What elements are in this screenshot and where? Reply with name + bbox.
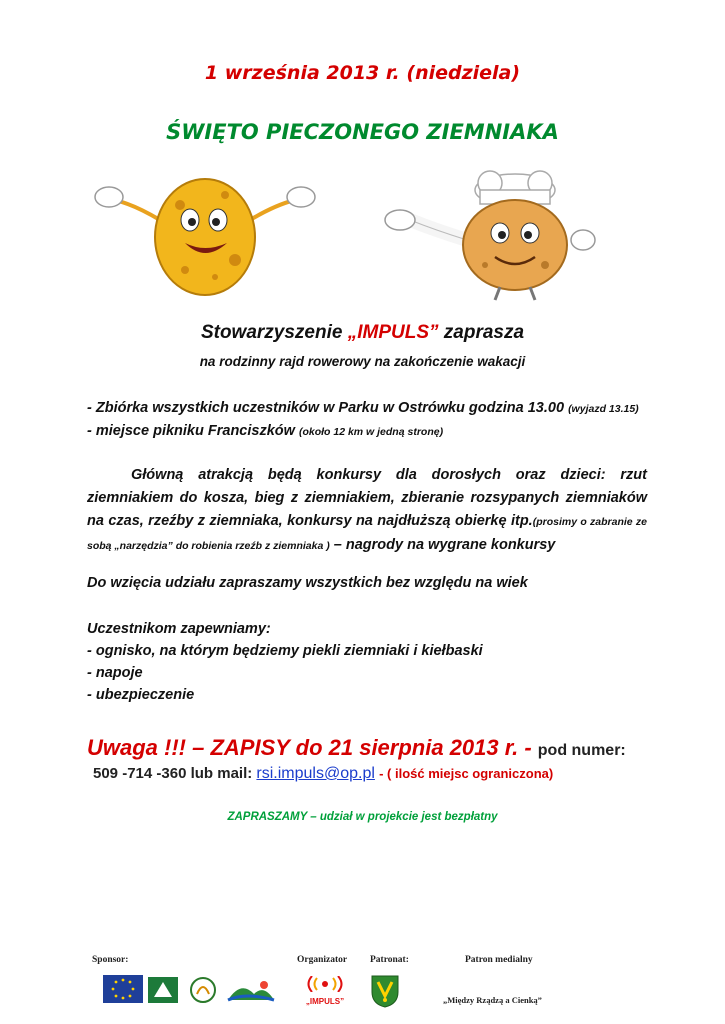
- provided-heading: Uczestnikom zapewniamy:: [87, 621, 271, 637]
- chef-potato-illustration: [355, 165, 605, 305]
- tools-note: (prosimy o zabranie ze sobą „narzędzia” do robienia rzeźb z ziemniaka ): [87, 516, 647, 552]
- distance-note: (około 12 km w jedną stronę): [298, 426, 444, 438]
- provided-item: - napoje: [87, 665, 143, 681]
- event-subtitle: na rodzinny rajd rowerowy na zakończenie wakacji: [199, 354, 526, 369]
- phone-label: pod numer:: [537, 742, 626, 759]
- coat-of-arms-logo: [370, 974, 400, 1008]
- regional-logo: [226, 978, 276, 1004]
- attraction-text: Główną atrakcją będą konkursy dla dorosłych oraz dzieci: rzut ziemniakiem do kosza, bieg z ziemniakiem, zbieranie rozsypanych ziemniaków na czas, rzeźby z ziemniaka, konkursy na najdłuższą obierkę itp.: [87, 467, 647, 529]
- contact-line: [93, 765, 553, 783]
- lgd-logo: [188, 976, 218, 1004]
- org-name: „IMPULS”: [347, 322, 439, 343]
- event-date: 1 września 2013 r. (niedziela): [204, 62, 521, 84]
- impuls-logo-text: „IMPULS”: [305, 997, 345, 1006]
- organizer-label: Organizator: [297, 955, 348, 965]
- prizes-text: – nagrody na wygrane konkursy: [329, 537, 556, 553]
- org-prefix: Stowarzyszenie: [200, 322, 343, 343]
- patron-label: Patronat:: [370, 955, 409, 965]
- provided-item: - ubezpieczenie: [87, 687, 195, 703]
- meeting-point-line: [87, 400, 639, 416]
- happy-potato-illustration: [85, 165, 325, 305]
- attraction-paragraph: [87, 464, 647, 558]
- phone-number: 509 -714 -360 lub mail:: [93, 765, 253, 782]
- email-link[interactable]: rsi.impuls@op.pl: [256, 765, 375, 782]
- limited-places-note: - ( ilość miejsc ograniczona): [379, 766, 554, 781]
- impuls-logo: [302, 976, 348, 1006]
- invite-all-text: Do wzięcia udziału zapraszamy wszystkich bez względu na wiek: [87, 575, 528, 591]
- eu-flag-logo: [103, 975, 143, 1003]
- registration-notice: [87, 735, 626, 761]
- departure-time-note: (wyjazd 13.15): [568, 403, 639, 415]
- provided-item: - ognisko, na którym będziemy piekli ziemniaki i kiełbaski: [87, 643, 483, 659]
- event-title: ŚWIĘTO PIECZONEGO ZIEMNIAKA: [166, 120, 559, 144]
- picnic-place-text: - miejsce pikniku Franciszków: [87, 423, 295, 439]
- organizer-invite: [0, 322, 725, 344]
- leader-logo: [148, 977, 178, 1003]
- closing-invite: ZAPRASZAMY – udział w projekcie jest bezpłatny: [227, 811, 498, 823]
- impuls-signal-icon: [302, 976, 348, 992]
- registration-deadline: Uwaga !!! – ZAPISY do 21 sierpnia 2013 r. -: [87, 735, 532, 760]
- meeting-point-text: - Zbiórka wszystkich uczestników w Parku w Ostrówku godzina 13.00: [87, 400, 565, 416]
- sponsor-label: Sponsor:: [92, 955, 129, 965]
- org-suffix: zaprasza: [443, 322, 525, 343]
- picnic-place-line: [87, 423, 443, 439]
- media-patron-label: Patron medialny: [465, 955, 533, 965]
- media-patron-name: „Między Rządzą a Cienką”: [443, 995, 542, 1005]
